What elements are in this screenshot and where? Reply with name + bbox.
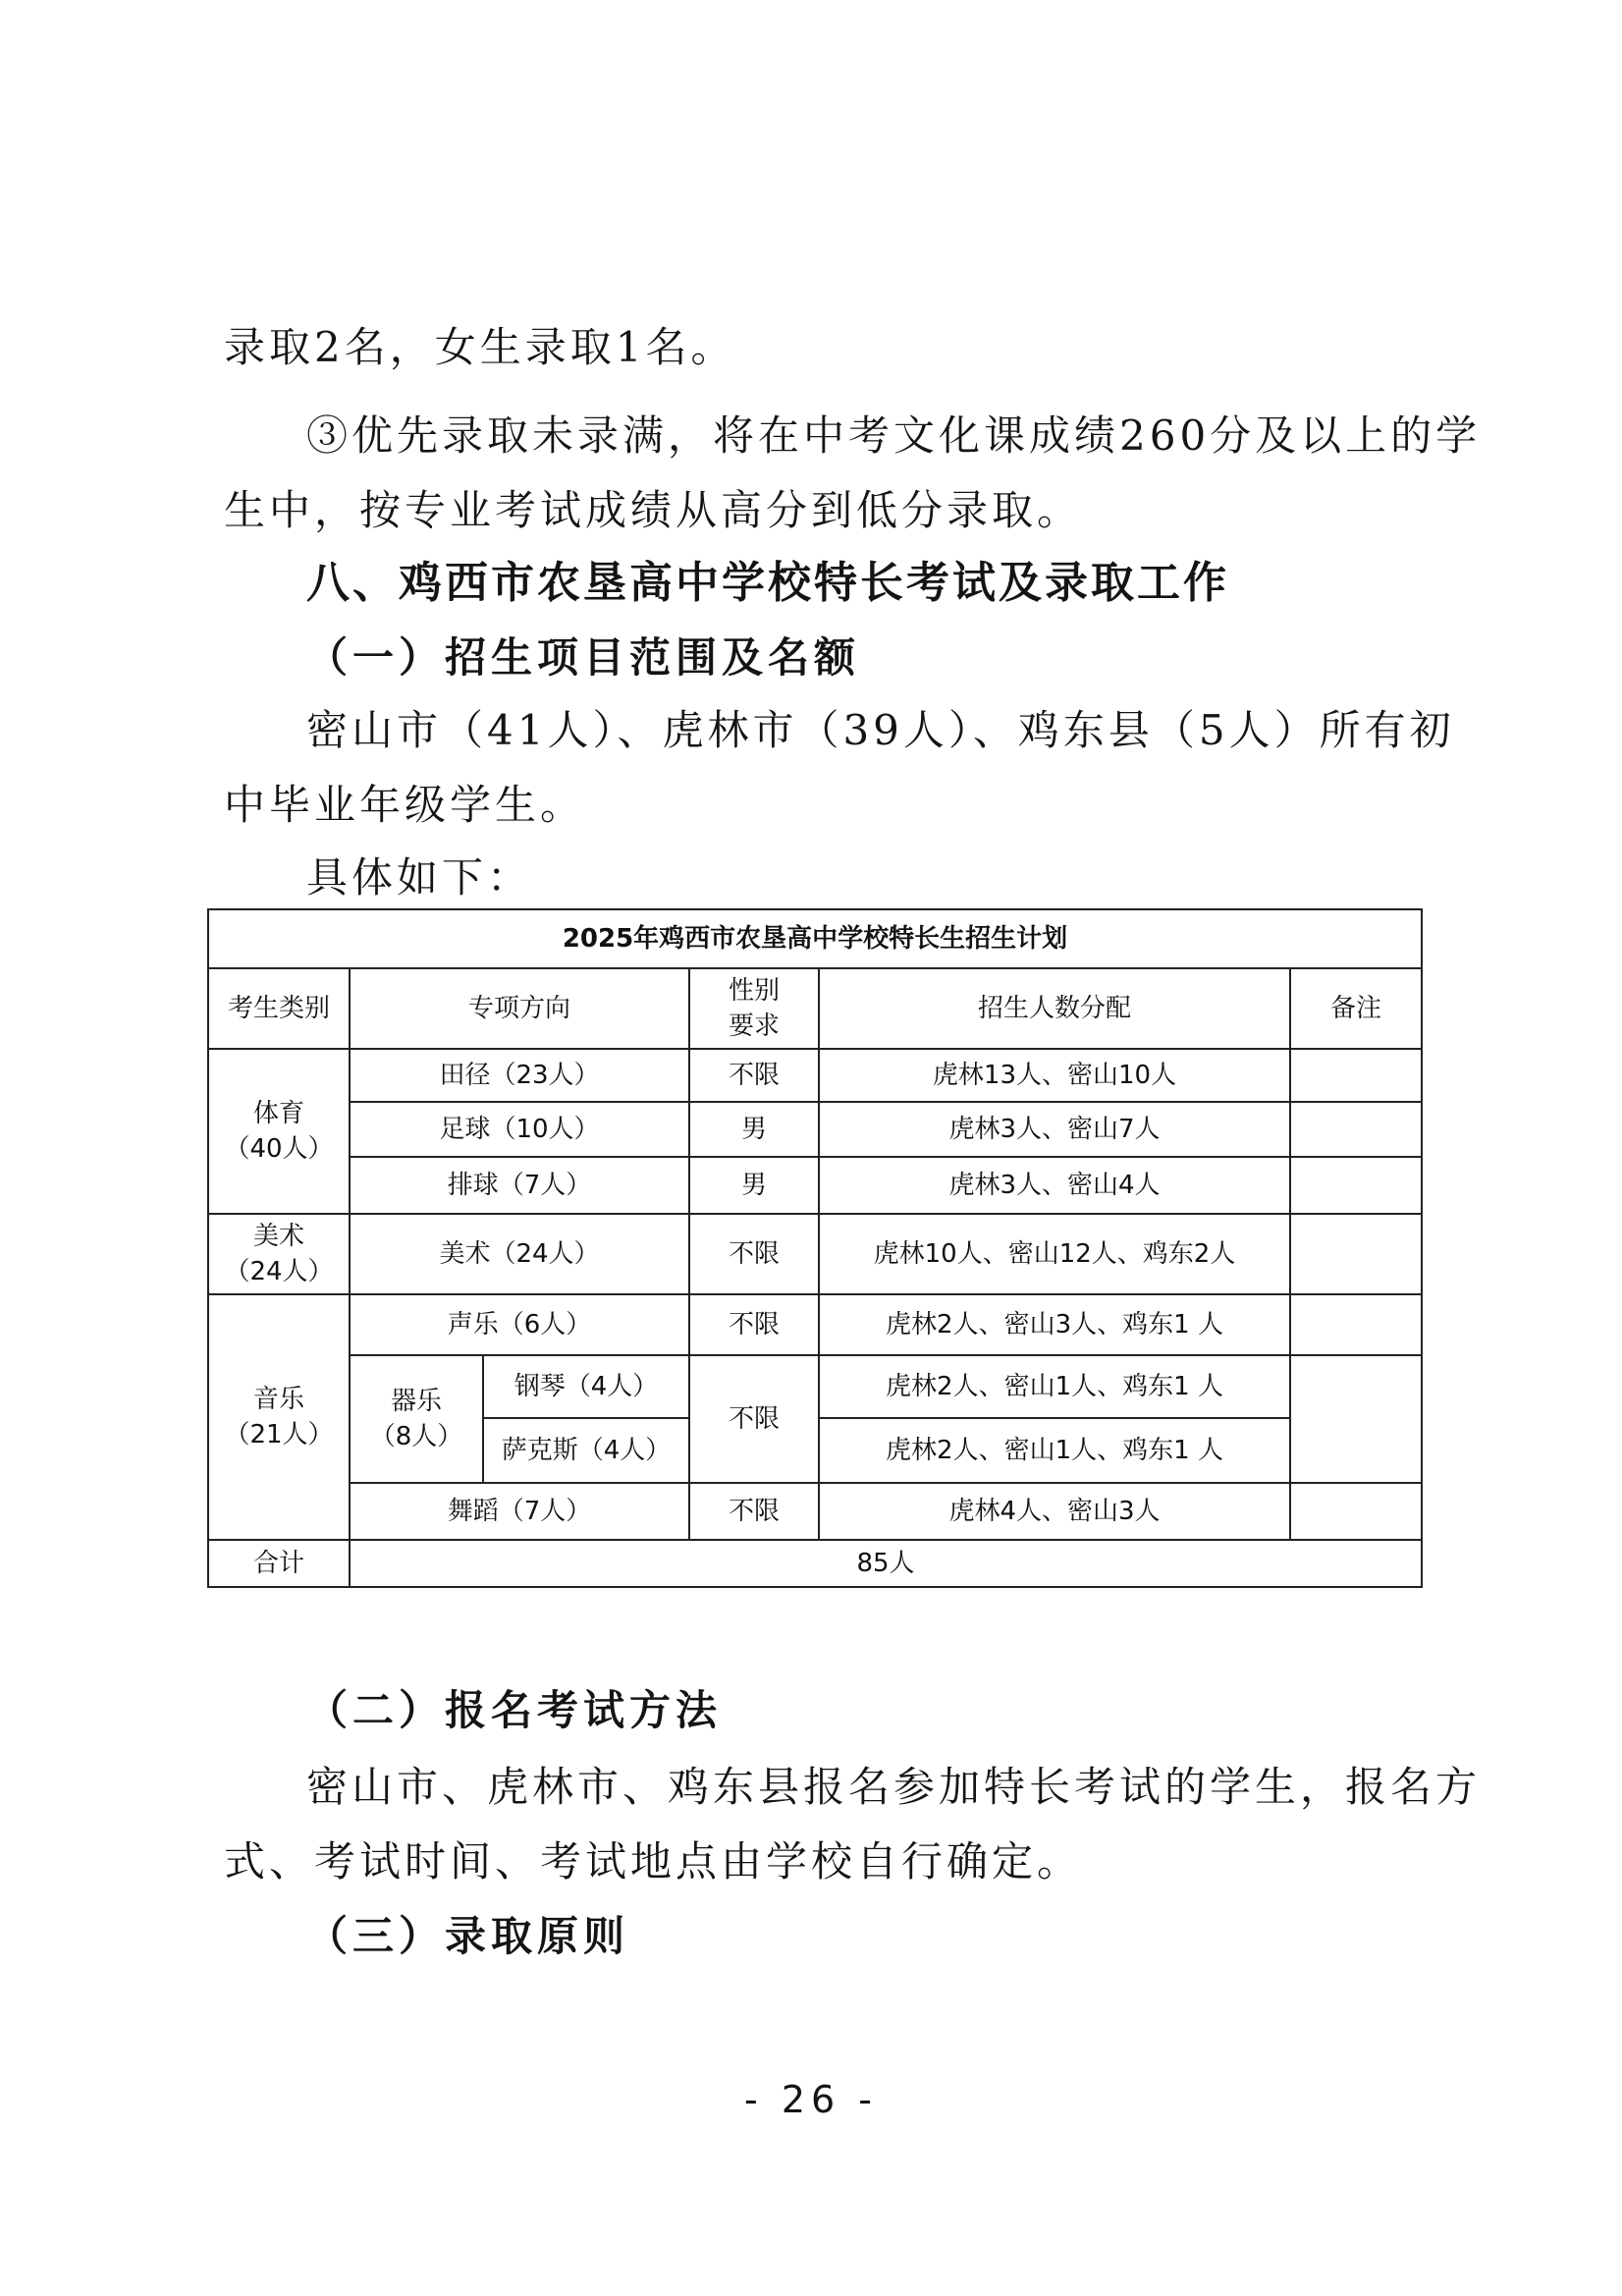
gender-cell: 不限	[689, 1294, 819, 1355]
table-row	[208, 1102, 1422, 1157]
category-art	[208, 1214, 350, 1294]
direction-cell: 舞蹈（7人）	[350, 1483, 689, 1540]
gender-cell: 男	[689, 1102, 819, 1157]
header-gender-line2: 要求	[728, 1011, 780, 1041]
category-art-line1: 美术	[252, 1222, 304, 1251]
subsection-heading: （一）招生项目范围及名额	[306, 633, 861, 682]
gender-cell: 不限	[689, 1214, 819, 1294]
table-total-row	[208, 1540, 1422, 1587]
table-row	[208, 1355, 1422, 1418]
table-row	[208, 1294, 1422, 1355]
gender-cell: 不限	[689, 1049, 819, 1102]
paragraph-line: 式、考试时间、考试地点由学校自行确定。	[224, 1837, 1083, 1886]
header-distribution: 招生人数分配	[819, 968, 1290, 1049]
direction-cell: 钢琴（4人）	[483, 1355, 689, 1418]
subcategory-instrument-line1: 器乐	[390, 1387, 442, 1416]
category-art-line2: （24人）	[224, 1257, 334, 1286]
remarks-cell	[1290, 1214, 1422, 1294]
direction-cell: 萨克斯（4人）	[483, 1418, 689, 1483]
category-sports-line1: 体育	[252, 1099, 304, 1128]
remarks-cell	[1290, 1483, 1422, 1540]
remarks-cell	[1290, 1102, 1422, 1157]
gender-cell: 不限	[689, 1355, 819, 1483]
paragraph-line: 密山市、虎林市、鸡东县报名参加特长考试的学生，报名方	[306, 1763, 1482, 1811]
subsection-heading: （三）录取原则	[306, 1912, 630, 1960]
distribution-cell: 虎林2人、密山3人、鸡东1 人	[819, 1294, 1290, 1355]
table-title-row	[208, 909, 1422, 968]
distribution-cell: 虎林3人、密山4人	[819, 1157, 1290, 1214]
table-row	[208, 1049, 1422, 1102]
subsection-heading: （二）报名考试方法	[306, 1686, 723, 1734]
header-remarks: 备注	[1290, 968, 1422, 1049]
category-sports-line2: （40人）	[224, 1134, 334, 1164]
total-value: 85人	[350, 1540, 1422, 1587]
header-category: 考生类别	[208, 968, 350, 1049]
distribution-cell: 虎林3人、密山7人	[819, 1102, 1290, 1157]
distribution-cell: 虎林4人、密山3人	[819, 1483, 1290, 1540]
table-title: 2025年鸡西市农垦高中学校特长生招生计划	[208, 909, 1422, 968]
paragraph-line: 中毕业年级学生。	[224, 781, 586, 829]
section-heading: 八、鸡西市农垦高中学校特长考试及录取工作	[306, 558, 1229, 608]
gender-cell: 不限	[689, 1483, 819, 1540]
category-music-line2: （21人）	[224, 1420, 334, 1449]
direction-cell: 足球（10人）	[350, 1102, 689, 1157]
category-music-line1: 音乐	[252, 1385, 304, 1414]
distribution-cell: 虎林2人、密山1人、鸡东1 人	[819, 1418, 1290, 1483]
paragraph-line: ③优先录取未录满，将在中考文化课成绩260分及以上的学	[306, 411, 1482, 460]
category-sports	[208, 1049, 350, 1214]
paragraph-line: 录取2名，女生录取1名。	[224, 323, 736, 371]
table-row	[208, 1214, 1422, 1294]
table-row	[208, 1157, 1422, 1214]
direction-cell: 美术（24人）	[350, 1214, 689, 1294]
paragraph-line: 生中，按专业考试成绩从高分到低分录取。	[224, 486, 1083, 534]
distribution-cell: 虎林2人、密山1人、鸡东1 人	[819, 1355, 1290, 1418]
table-row	[208, 1483, 1422, 1540]
category-music	[208, 1294, 350, 1540]
total-label: 合计	[208, 1540, 350, 1587]
subcategory-instrument-line2: （8人）	[369, 1422, 463, 1451]
distribution-cell: 虎林13人、密山10人	[819, 1049, 1290, 1102]
direction-cell: 排球（7人）	[350, 1157, 689, 1214]
remarks-cell	[1290, 1294, 1422, 1355]
header-gender	[689, 968, 819, 1049]
gender-cell: 男	[689, 1157, 819, 1214]
header-gender-line1: 性别	[728, 976, 780, 1006]
direction-cell: 田径（23人）	[350, 1049, 689, 1102]
paragraph-line: 密山市（41人）、虎林市（39人）、鸡东县（5人）所有初	[306, 706, 1455, 754]
enrollment-plan-table	[207, 908, 1423, 1588]
remarks-cell	[1290, 1157, 1422, 1214]
distribution-cell: 虎林10人、密山12人、鸡东2人	[819, 1214, 1290, 1294]
paragraph-line: 具体如下：	[306, 853, 533, 902]
direction-cell: 声乐（6人）	[350, 1294, 689, 1355]
remarks-cell	[1290, 1355, 1422, 1483]
remarks-cell	[1290, 1049, 1422, 1102]
page-number: - 26 -	[744, 2078, 878, 2121]
header-direction: 专项方向	[350, 968, 689, 1049]
subcategory-instrument	[350, 1355, 483, 1483]
table-header-row	[208, 968, 1422, 1049]
